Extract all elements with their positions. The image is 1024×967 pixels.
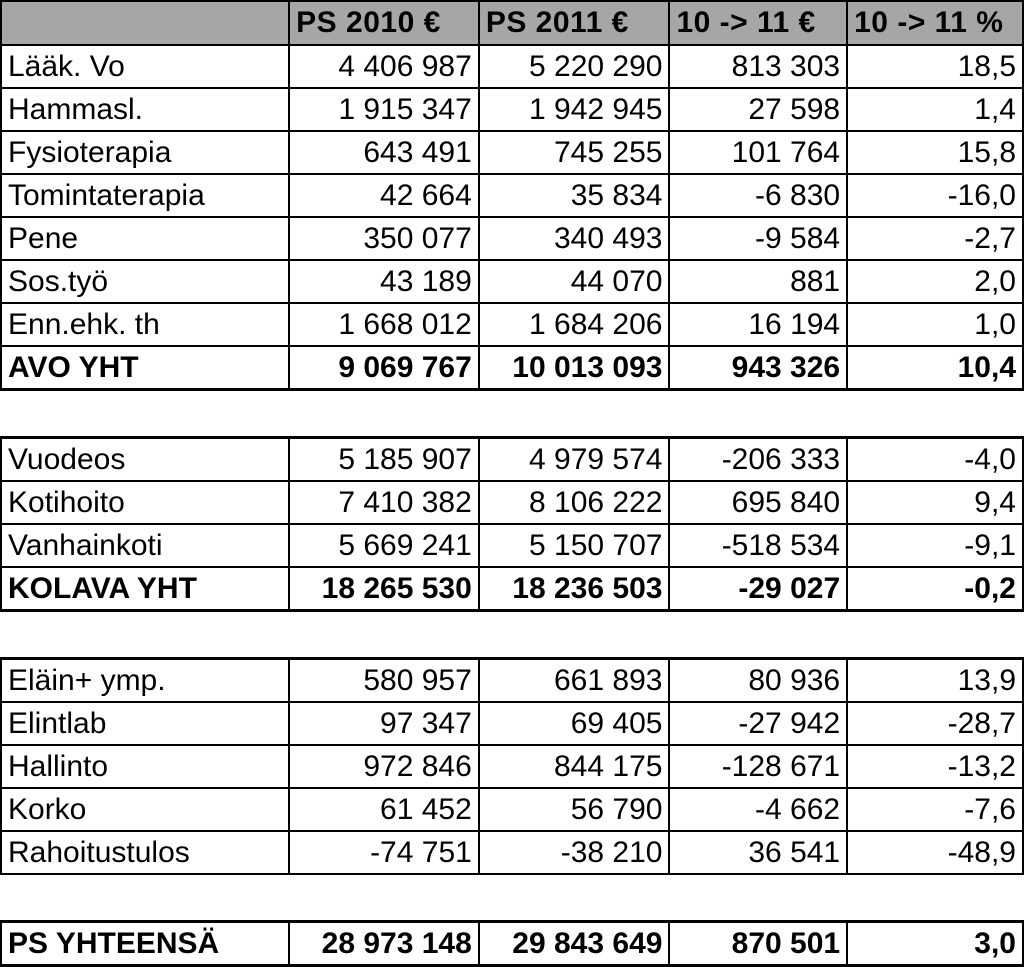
value-2010: 1 668 012 <box>289 303 479 346</box>
change-pct: -4,0 <box>847 438 1023 482</box>
change-pct: -16,0 <box>847 174 1023 217</box>
row-label: Fysioterapia <box>1 131 289 174</box>
change-pct: -28,7 <box>847 702 1023 745</box>
change-pct: -9,1 <box>847 524 1023 567</box>
change-eur: -206 333 <box>669 438 847 482</box>
value-2010: -74 751 <box>289 831 479 874</box>
table-row <box>1 131 1023 174</box>
change-pct: 2,0 <box>847 260 1023 303</box>
header-cell-diff-pct: 10 -> 11 % <box>847 1 1023 45</box>
table-row <box>1 788 1023 831</box>
table-row <box>1 88 1023 131</box>
table-row <box>1 659 1023 703</box>
row-label: PS YHTEENSÄ <box>1 922 289 966</box>
row-label: KOLAVA YHT <box>1 567 289 611</box>
change-pct: -48,9 <box>847 831 1023 874</box>
change-pct: 15,8 <box>847 131 1023 174</box>
header-cell-diff-eur: 10 -> 11 € <box>669 1 847 45</box>
table-body <box>1 45 1023 966</box>
value-2011: 69 405 <box>479 702 670 745</box>
change-eur: 16 194 <box>669 303 847 346</box>
table-row <box>1 260 1023 303</box>
change-eur: -9 584 <box>669 217 847 260</box>
table-row <box>1 217 1023 260</box>
value-2010: 97 347 <box>289 702 479 745</box>
value-2010: 7 410 382 <box>289 481 479 524</box>
row-label: Vanhainkoti <box>1 524 289 567</box>
table-row <box>1 45 1023 88</box>
table-row <box>1 174 1023 217</box>
section-spacer <box>1 390 1023 438</box>
section-spacer <box>1 874 1023 922</box>
value-2011: 8 106 222 <box>479 481 670 524</box>
row-label: Pene <box>1 217 289 260</box>
value-2010: 61 452 <box>289 788 479 831</box>
change-eur: 101 764 <box>669 131 847 174</box>
value-2011: 844 175 <box>479 745 670 788</box>
value-2011: 1 942 945 <box>479 88 670 131</box>
value-2011: 4 979 574 <box>479 438 670 482</box>
value-2011: 56 790 <box>479 788 670 831</box>
row-label: Hammasl. <box>1 88 289 131</box>
row-label: Enn.ehk. th <box>1 303 289 346</box>
table-row <box>1 481 1023 524</box>
row-label: Kotihoito <box>1 481 289 524</box>
value-2011: 10 013 093 <box>479 346 670 390</box>
change-pct: -0,2 <box>847 567 1023 611</box>
header-cell-label <box>1 1 289 45</box>
section-spacer <box>1 611 1023 659</box>
value-2010: 42 664 <box>289 174 479 217</box>
change-eur: 943 326 <box>669 346 847 390</box>
change-pct: -7,6 <box>847 788 1023 831</box>
table-row <box>1 303 1023 346</box>
change-pct: 10,4 <box>847 346 1023 390</box>
header-cell-ps2011: PS 2011 € <box>479 1 670 45</box>
change-pct: 1,4 <box>847 88 1023 131</box>
grand-total-row <box>1 922 1023 966</box>
value-2010: 972 846 <box>289 745 479 788</box>
value-2010: 580 957 <box>289 659 479 703</box>
row-label: Tomintaterapia <box>1 174 289 217</box>
change-eur: -4 662 <box>669 788 847 831</box>
value-2010: 28 973 148 <box>289 922 479 966</box>
value-2011: 18 236 503 <box>479 567 670 611</box>
value-2010: 5 185 907 <box>289 438 479 482</box>
value-2010: 1 915 347 <box>289 88 479 131</box>
value-2010: 4 406 987 <box>289 45 479 88</box>
value-2011: 340 493 <box>479 217 670 260</box>
value-2011: 1 684 206 <box>479 303 670 346</box>
value-2011: 5 150 707 <box>479 524 670 567</box>
change-pct: -13,2 <box>847 745 1023 788</box>
change-pct: 1,0 <box>847 303 1023 346</box>
change-eur: -518 534 <box>669 524 847 567</box>
change-eur: 813 303 <box>669 45 847 88</box>
table-row <box>1 702 1023 745</box>
row-label: Vuodeos <box>1 438 289 482</box>
section-total-row <box>1 567 1023 611</box>
value-2010: 5 669 241 <box>289 524 479 567</box>
value-2011: -38 210 <box>479 831 670 874</box>
value-2011: 745 255 <box>479 131 670 174</box>
value-2010: 350 077 <box>289 217 479 260</box>
change-eur: -128 671 <box>669 745 847 788</box>
header-cell-ps2010: PS 2010 € <box>289 1 479 45</box>
table-row <box>1 524 1023 567</box>
value-2011: 661 893 <box>479 659 670 703</box>
value-2011: 5 220 290 <box>479 45 670 88</box>
change-eur: -27 942 <box>669 702 847 745</box>
value-2011: 29 843 649 <box>479 922 670 966</box>
header-row <box>1 1 1023 45</box>
change-eur: 870 501 <box>669 922 847 966</box>
change-pct: 13,9 <box>847 659 1023 703</box>
value-2010: 643 491 <box>289 131 479 174</box>
table-row <box>1 438 1023 482</box>
change-eur: -29 027 <box>669 567 847 611</box>
change-eur: 36 541 <box>669 831 847 874</box>
change-eur: 27 598 <box>669 88 847 131</box>
row-label: Eläin+ ymp. <box>1 659 289 703</box>
row-label: Korko <box>1 788 289 831</box>
row-label: Elintlab <box>1 702 289 745</box>
row-label: Lääk. Vo <box>1 45 289 88</box>
row-label: Hallinto <box>1 745 289 788</box>
row-label: AVO YHT <box>1 346 289 390</box>
change-eur: -6 830 <box>669 174 847 217</box>
row-label: Rahoitustulos <box>1 831 289 874</box>
change-pct: 9,4 <box>847 481 1023 524</box>
change-eur: 881 <box>669 260 847 303</box>
value-2011: 44 070 <box>479 260 670 303</box>
table-row <box>1 745 1023 788</box>
value-2010: 43 189 <box>289 260 479 303</box>
change-pct: 18,5 <box>847 45 1023 88</box>
row-label: Sos.työ <box>1 260 289 303</box>
change-pct: -2,7 <box>847 217 1023 260</box>
value-2010: 18 265 530 <box>289 567 479 611</box>
change-eur: 695 840 <box>669 481 847 524</box>
change-eur: 80 936 <box>669 659 847 703</box>
value-2011: 35 834 <box>479 174 670 217</box>
change-pct: 3,0 <box>847 922 1023 966</box>
value-2010: 9 069 767 <box>289 346 479 390</box>
table-row <box>1 831 1023 874</box>
section-total-row <box>1 346 1023 390</box>
